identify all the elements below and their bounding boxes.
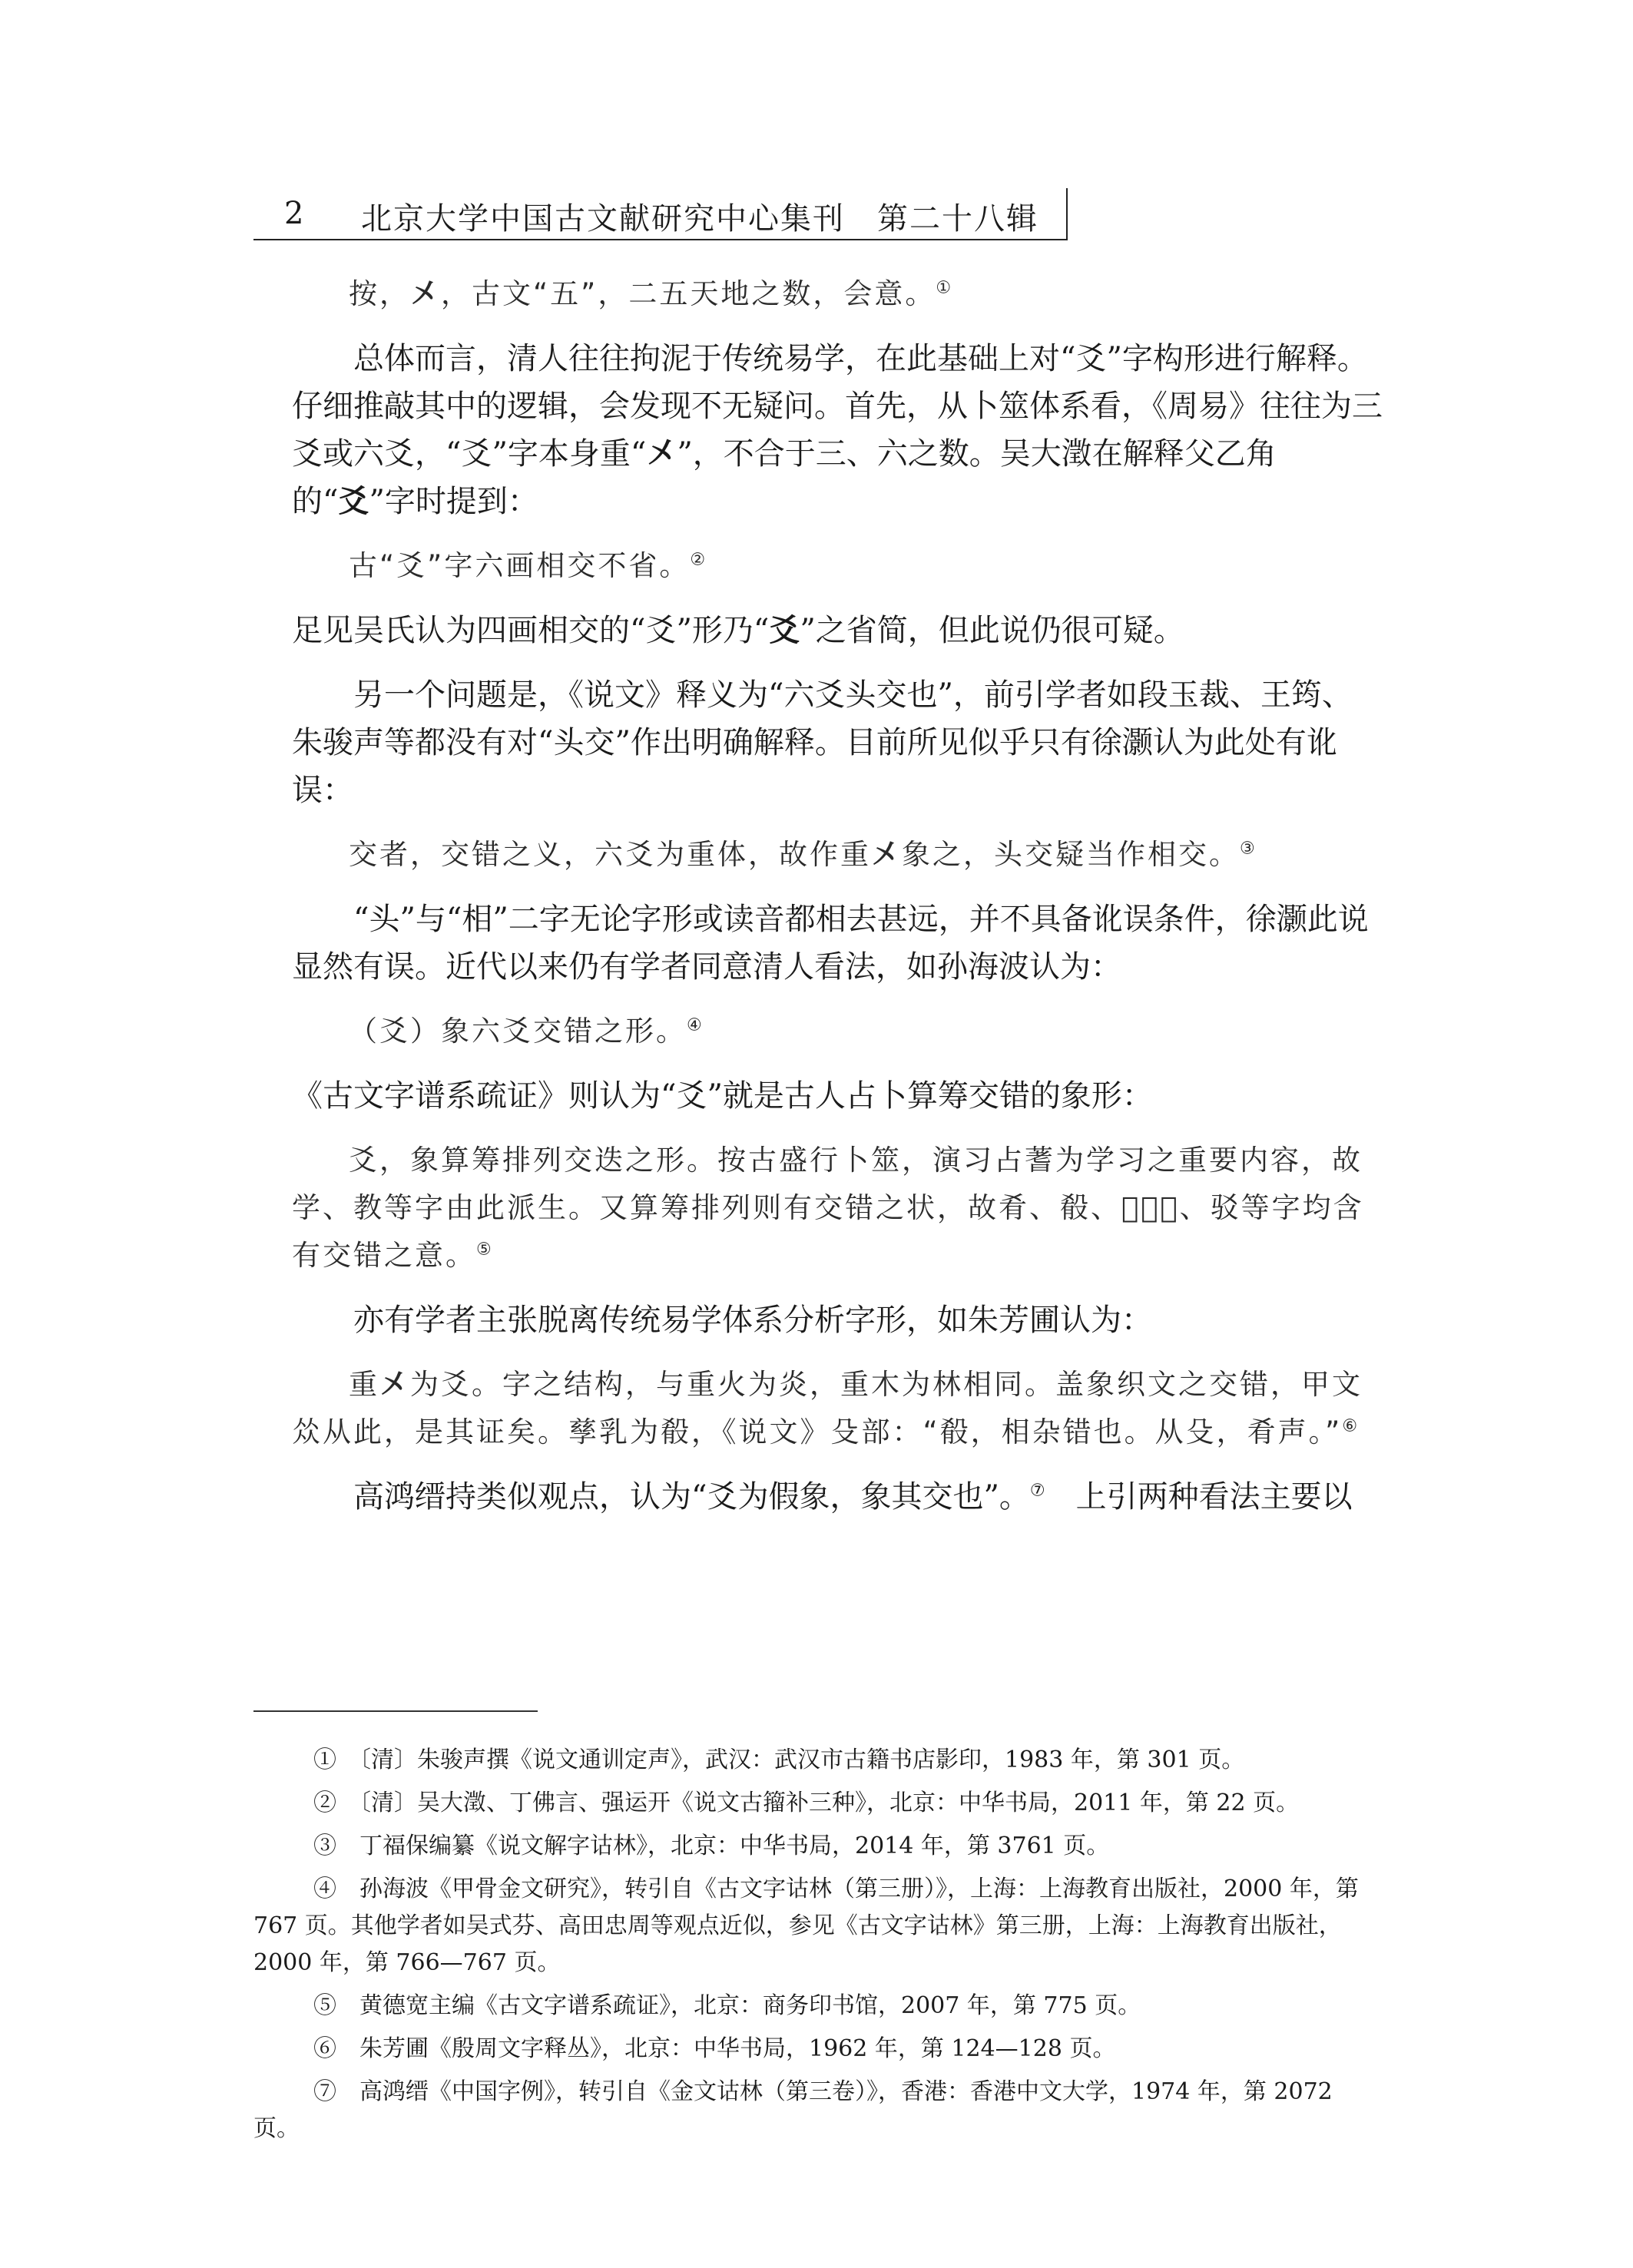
quote-4: （爻）象六爻交错之形。④ <box>349 1015 704 1048</box>
paragraph-2: 足见吴氏认为四画相交的“爻”形乃“爻”之省简，但此说仍很可疑。 <box>292 613 1184 648</box>
x-glyph: 㐅 <box>410 277 441 310</box>
x-glyph: 㐅 <box>379 1368 410 1401</box>
footnote-1: ① 〔清〕朱骏声撰《说文通训定声》，武汉：武汉市古籍书店影印，1983 年，第 301 页。 <box>313 1747 1245 1773</box>
quote-1: 按，㐅，古文“五”，二五天地之数，会意。① <box>349 277 954 310</box>
running-title: 北京大学中国古文献研究中心集刊 第二十八辑 <box>361 201 1038 237</box>
quote-5: 爻，象算筹排列交迭之形。按古盛行卜筮，演习占蓍为学习之重要内容，故学、教等字由此派生。又算筹排列则有交错之状，故肴、殽、𢼸、𣧞、驳等字均含有交错之意。⑤ <box>292 1144 1364 1272</box>
footnote-2: ② 〔清〕吴大澂、丁佛言、强运开《说文古籀补三种》，北京：中华书局，2011 年，第 22 页。 <box>313 1790 1300 1816</box>
yao-glyph: 爻 <box>338 484 369 519</box>
quote-6: 重㐅为爻。字之结构，与重火为炎，重木为林相同。盖象织文之交错，甲文𠈌从此，是其证矣。孳乳为殽，《说文》殳部：“殽，相杂错也。从殳，肴声。”⑥ <box>292 1368 1363 1449</box>
main-text <box>292 270 1383 1538</box>
header-rule <box>253 239 1068 240</box>
footnote-5: ⑤ 黄德宽主编《古文字谱系疏证》，北京：商务印书馆，2007 年，第 775 页。 <box>313 1992 1141 2019</box>
footnote-ref-4: ④ <box>687 1015 704 1035</box>
footnote-7: ⑦ 高鸿缙《中国字例》，转引自《金文诂林（第三卷）》，香港：香港中文大学，1974 年，第 2072 页。 <box>253 2078 1333 2142</box>
footnote-4: ④ 孙海波《甲骨金文研究》，转引自《古文字诂林（第三册）》，上海：上海教育出版社，2000 年，第 767 页。其他学者如吴式芬、高田忠周等观点近似，参见《古文字诂林》第三册，上海：上海教育出版社，2000 年，第 766—767 页。 <box>253 1876 1359 1976</box>
footnote-ref-1: ① <box>936 278 954 298</box>
x-glyph: 㐅 <box>646 436 677 472</box>
footnote-ref-7: ⑦ <box>1029 1481 1045 1501</box>
footnote-ref-5: ⑤ <box>476 1240 494 1260</box>
header-corner-rule <box>1066 188 1068 240</box>
paragraph-4: “头”与“相”二字无论字形或读音都相去甚远，并不具备讹误条件，徐灏此说显然有误。近代以来仍有学者同意清人看法，如孙海波认为： <box>292 902 1369 985</box>
paragraph-7: 高鸿缙持类似观点，认为“爻为假象，象其交也”。⑦ 上引两种看法主要以 <box>353 1479 1353 1515</box>
paragraph-1: 总体而言，清人往往拘泥于传统易学，在此基础上对“爻”字构形进行解释。仔细推敲其中的逻辑，会发现不无疑问。首先，从卜筮体系看，《周易》往往为三爻或六爻，“爻”字本身重“㐅”，不合于三、六之数。吴大澂在解释父乙角的“爻”字时提到： <box>292 341 1383 519</box>
paragraph-6: 亦有学者主张脱离传统易学体系分析字形，如朱芳圃认为： <box>353 1303 1152 1338</box>
page-number: 2 <box>284 196 304 231</box>
footnotes <box>253 1742 1383 2154</box>
paragraph-5: 《古文字谱系疏证》则认为“爻”就是古人占卜算筹交错的象形： <box>292 1078 1153 1114</box>
yao-glyph: 爻 <box>769 613 800 648</box>
quote-2: 古“爻”字六画相交不省。② <box>349 549 708 582</box>
running-header <box>253 188 1068 240</box>
footnote-ref-6: ⑥ <box>1342 1416 1360 1436</box>
footnote-6: ⑥ 朱芳圃《殷周文字释丛》，北京：中华书局，1962 年，第 124—128 页。 <box>313 2035 1116 2062</box>
footnote-separator <box>253 1710 538 1712</box>
x-glyph: 㐅 <box>871 838 902 871</box>
paragraph-3: 另一个问题是，《说文》释义为“六爻头交也”，前引学者如段玉裁、王筠、朱骏声等都没有对“头交”作出明确解释。目前所见似乎只有徐灏认为此处有讹误： <box>292 677 1353 808</box>
footnote-ref-2: ② <box>690 550 708 570</box>
footnote-3: ③ 丁福保编纂《说文解字诂林》，北京：中华书局，2014 年，第 3761 页。 <box>313 1833 1110 1859</box>
quote-3: 交者，交错之义，六爻为重体，故作重㐅象之，头交疑当作相交。③ <box>349 838 1257 871</box>
footnote-ref-3: ③ <box>1240 839 1257 859</box>
special-glyphs: 𢼸、𣧞 <box>1121 1191 1180 1224</box>
